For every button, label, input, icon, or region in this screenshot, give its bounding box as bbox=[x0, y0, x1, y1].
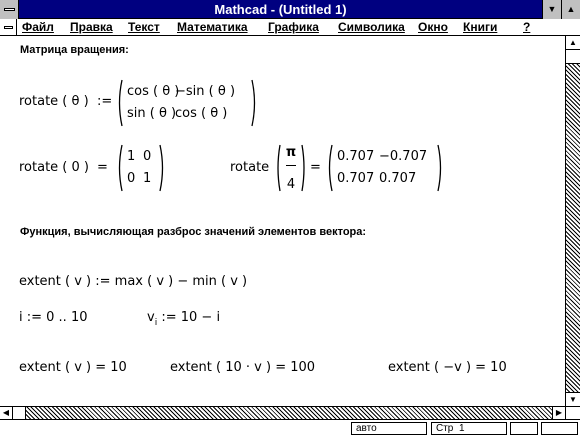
left-paren-icon bbox=[116, 144, 124, 192]
left-paren-icon bbox=[326, 144, 334, 192]
right-paren-icon bbox=[300, 144, 307, 192]
pi-over-four-argument[interactable] bbox=[275, 144, 307, 192]
menu-text[interactable]: Текст bbox=[128, 20, 160, 34]
rotation-matrix[interactable] bbox=[116, 79, 258, 127]
matrix-cell: 0 bbox=[127, 171, 136, 186]
scroll-down-icon[interactable]: ▼ bbox=[566, 392, 580, 406]
scroll-up-icon[interactable]: ▲ bbox=[566, 36, 580, 50]
vector-definition-rhs: := 10 − i bbox=[157, 310, 221, 325]
matrix-cell: 0.707 bbox=[337, 171, 375, 186]
title-bar bbox=[0, 0, 580, 19]
system-menu-box[interactable] bbox=[0, 0, 19, 19]
menu-window[interactable]: Окно bbox=[418, 20, 448, 34]
scroll-right-icon[interactable]: ▶ bbox=[552, 407, 565, 419]
range-variable-definition[interactable]: i := 0 .. 10 bbox=[19, 310, 88, 325]
equals-operator: = bbox=[310, 160, 321, 175]
minimize-button[interactable]: ▼ bbox=[542, 0, 561, 19]
extent-definition[interactable]: extent ( v ) := max ( v ) − min ( v ) bbox=[19, 274, 248, 289]
rotate-pi-function[interactable]: rotate bbox=[230, 160, 270, 175]
matrix-cell: −sin ( θ ) bbox=[175, 84, 236, 99]
fraction bbox=[282, 144, 300, 192]
status-page bbox=[431, 422, 507, 435]
menu-edit[interactable]: Правка bbox=[70, 20, 113, 34]
system-menu-icon bbox=[4, 8, 15, 11]
scroll-left-icon[interactable]: ◀ bbox=[0, 407, 13, 419]
menu-bar bbox=[0, 19, 580, 36]
worksheet[interactable] bbox=[0, 37, 565, 406]
menu-math[interactable]: Математика bbox=[177, 20, 248, 34]
matrix-cell: −0.707 bbox=[379, 149, 428, 164]
equals-operator: = bbox=[97, 160, 108, 175]
matrix-cell: cos ( θ ) bbox=[175, 106, 228, 121]
rotate-definition-lhs[interactable]: rotate ( θ ) bbox=[19, 94, 89, 109]
right-paren-icon bbox=[250, 79, 258, 127]
left-paren-icon bbox=[275, 144, 282, 192]
menu-symbolics[interactable]: Символика bbox=[338, 20, 405, 34]
matrix-cell: 1 bbox=[127, 149, 136, 164]
status-mode: авто bbox=[351, 422, 427, 435]
fraction-numerator: π bbox=[285, 145, 297, 160]
horizontal-scrollbar[interactable] bbox=[0, 406, 580, 419]
vector-definition[interactable] bbox=[147, 310, 221, 328]
menu-help[interactable]: ? bbox=[523, 20, 531, 34]
heading-extent-function: Функция, вычисляющая разброс значений элементов вектора: bbox=[20, 226, 367, 238]
vector-subscript: i bbox=[154, 318, 158, 328]
extent-result-3[interactable]: extent ( −v ) = 10 bbox=[388, 360, 507, 375]
status-page-label: Стр bbox=[436, 423, 454, 434]
matrix-cell: cos ( θ ) bbox=[127, 84, 180, 99]
menu-books[interactable]: Книги bbox=[463, 20, 498, 34]
heading-rotation-matrix: Матрица вращения: bbox=[20, 44, 129, 56]
vector-variable: v bbox=[147, 310, 155, 325]
horizontal-scroll-thumb[interactable] bbox=[13, 407, 26, 419]
status-bar bbox=[0, 419, 580, 435]
menu-file[interactable]: Файл bbox=[22, 20, 54, 34]
identity-matrix[interactable] bbox=[116, 144, 166, 192]
document-menu-icon bbox=[4, 26, 13, 29]
fraction-bar bbox=[286, 165, 296, 166]
right-paren-icon bbox=[436, 144, 444, 192]
maximize-button[interactable]: ▲ bbox=[561, 0, 580, 19]
status-field-empty bbox=[510, 422, 538, 435]
window-title: Mathcad - (Untitled 1) bbox=[214, 2, 347, 17]
vertical-scroll-thumb[interactable] bbox=[566, 50, 580, 64]
matrix-cell: sin ( θ ) bbox=[127, 106, 177, 121]
extent-result-1[interactable]: extent ( v ) = 10 bbox=[19, 360, 127, 375]
assign-operator: := bbox=[97, 94, 113, 109]
matrix-cell: 1 bbox=[143, 171, 152, 186]
document-control-box[interactable] bbox=[0, 19, 17, 35]
vertical-scrollbar[interactable] bbox=[565, 36, 580, 406]
matrix-cell: 0.707 bbox=[337, 149, 375, 164]
scrollbar-corner bbox=[565, 407, 580, 419]
matrix-cell: 0 bbox=[143, 149, 152, 164]
left-paren-icon bbox=[116, 79, 124, 127]
menu-graphics[interactable]: Графика bbox=[268, 20, 319, 34]
rotate-zero-lhs[interactable]: rotate ( 0 ) bbox=[19, 160, 89, 175]
rotate-pi-result-matrix[interactable] bbox=[326, 144, 444, 192]
fraction-denominator: 4 bbox=[286, 177, 296, 192]
status-field-empty bbox=[541, 422, 578, 435]
status-page-number: 1 bbox=[458, 423, 465, 434]
matrix-cell: 0.707 bbox=[379, 171, 417, 186]
extent-result-2[interactable]: extent ( 10 · v ) = 100 bbox=[170, 360, 316, 375]
right-paren-icon bbox=[158, 144, 166, 192]
